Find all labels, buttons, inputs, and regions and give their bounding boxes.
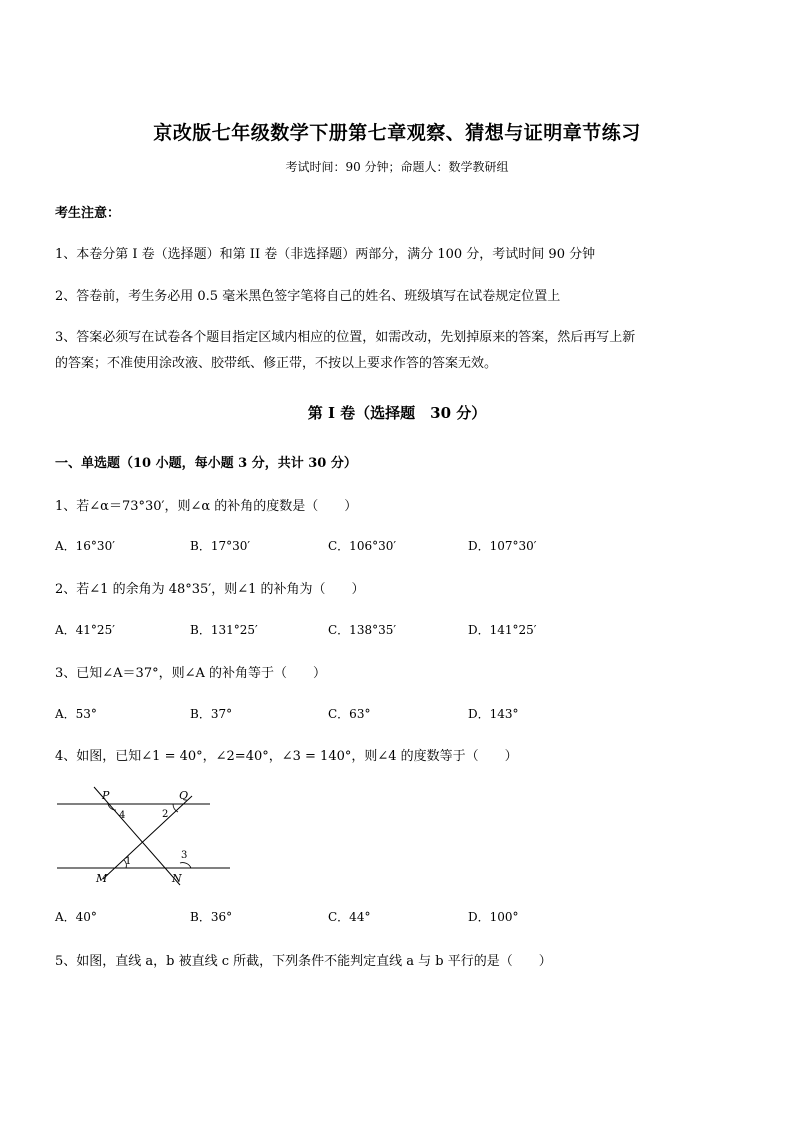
question-1-stem: 1、若∠α＝73°30′，则∠α 的补角的度数是（ ）	[55, 499, 358, 514]
q2-option-b: B．131°25′	[190, 623, 258, 637]
q2-option-d: D．141°25′	[468, 623, 537, 637]
q3-option-b: B．37°	[190, 707, 233, 721]
label-n: N	[172, 872, 182, 885]
transversal-qm	[103, 796, 192, 879]
exam-info: 考试时间：90 分钟；命题人：数学教研组	[285, 160, 509, 174]
q1-option-b: B．17°30′	[190, 539, 251, 553]
question-5-stem: 5、如图，直线 a，b 被直线 c 所截，下列条件不能判定直线 a 与 b 平行的是（ ）	[55, 954, 552, 969]
question-3-stem: 3、已知∠A＝37°，则∠A 的补角等于（ ）	[55, 666, 327, 681]
q2-option-c: C．138°35′	[328, 623, 397, 637]
q4-option-b: B．36°	[190, 910, 233, 924]
notice-heading: 考生注意：	[55, 206, 121, 221]
label-angle-2: 2	[162, 809, 169, 820]
document-title: 京改版七年级数学下册第七章观察、猜想与证明章节练习	[153, 122, 641, 144]
notice-item-3: 3、答案必须写在试卷各个题目指定区域内相应的位置，如需改动，先划掉原来的答案，然后再写上新	[55, 330, 636, 345]
q2-option-a: A．41°25′	[55, 623, 115, 637]
part-title: 一、单选题（10 小题，每小题 3 分，共计 30 分）	[55, 456, 357, 471]
label-m: M	[96, 872, 108, 885]
question-4-figure	[52, 782, 237, 887]
section-title: 第 I 卷（选择题 30 分）	[307, 404, 487, 422]
question-2-stem: 2、若∠1 的余角为 48°35′，则∠1 的补角为（ ）	[55, 582, 365, 597]
notice-item-2: 2、答卷前，考生务必用 0.5 毫米黑色签字笔将自己的姓名、班级填写在试卷规定位置上	[55, 289, 561, 304]
q3-option-d: D．143°	[468, 707, 519, 721]
q3-option-a: A．53°	[55, 707, 97, 721]
q3-option-c: C．63°	[328, 707, 371, 721]
notice-item-1: 1、本卷分第 I 卷（选择题）和第 II 卷（非选择题）两部分，满分 100 分，考试时间 90 分钟	[55, 247, 596, 262]
label-p: P	[102, 789, 110, 802]
q1-option-a: A．16°30′	[55, 539, 115, 553]
q1-option-d: D．107°30′	[468, 539, 537, 553]
notice-item-3-cont: 的答案；不准使用涂改液、胶带纸、修正带，不按以上要求作答的答案无效。	[55, 356, 498, 371]
q4-option-d: D．100°	[468, 910, 519, 924]
label-angle-3: 3	[181, 850, 188, 861]
q4-option-c: C．44°	[328, 910, 371, 924]
label-angle-1: 1	[125, 856, 132, 867]
label-angle-4: 4	[119, 810, 126, 821]
question-4-stem: 4、如图，已知∠1 = 40°，∠2=40°，∠3 = 140°，则∠4 的度数等于（ ）	[55, 749, 518, 764]
label-q: Q	[179, 789, 189, 802]
angle-3-arc	[180, 863, 191, 868]
angle-2-arc	[173, 804, 178, 812]
q4-option-a: A．40°	[55, 910, 97, 924]
q1-option-c: C．106°30′	[328, 539, 397, 553]
